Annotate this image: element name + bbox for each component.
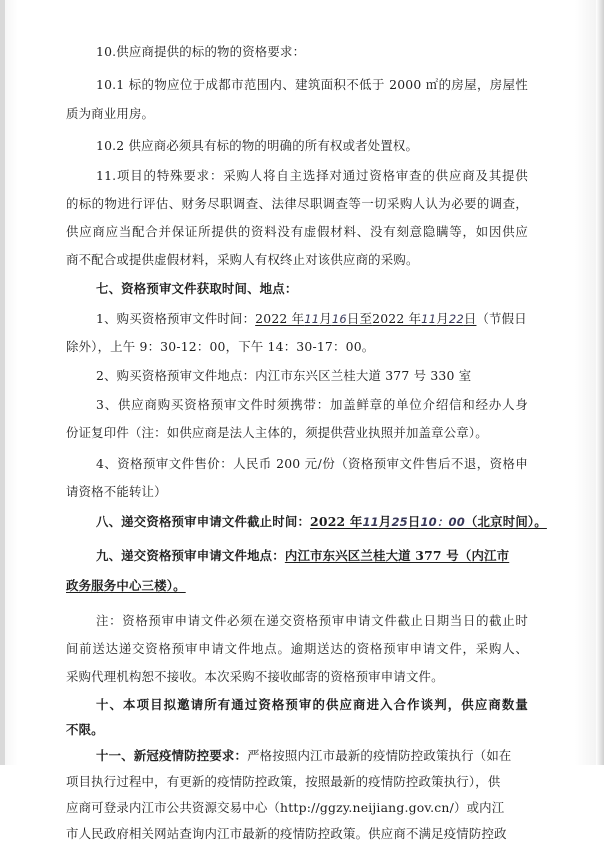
section-9-line1: [96, 548, 509, 564]
scan-left-edge: [0, 0, 5, 765]
deadline-date: 2022 年11月25日10：00（北京时间）。: [310, 514, 547, 529]
start-date: 2022 年11月16日至2022 年11月22日: [255, 311, 477, 326]
required-docs-line1: 3、供应商购买资格预审文件时须携带：加盖鲜章的单位介绍信和经办人身: [96, 397, 528, 412]
item-10-2: 10.2 供应商必须具有标的物的明确的所有权或者处置权。: [96, 138, 419, 153]
purchase-time-line: [96, 311, 527, 327]
handwritten-end-month: 11: [421, 312, 437, 326]
submission-address-part1: 内江市东兴区兰桂大道 377 号（内江市: [284, 548, 510, 563]
scan-right-edge: [596, 0, 604, 765]
section-11-line4: 市人民政府相关网站查询内江市最新的疫情防控政策。供应商不满足疫情防控政: [66, 826, 507, 841]
section-8-line: [96, 514, 547, 530]
handwritten-end-day: 22: [448, 312, 464, 326]
item-11-line3: 供应商应当配合并保证所提供的资料没有虚假材料、没有刻意隐瞒等，如因供应: [66, 224, 528, 239]
section-11-line1-rest: 严格按照内江市最新的疫情防控政策执行（如在: [247, 748, 512, 763]
handwritten-deadline-month: 11: [362, 515, 379, 529]
purchase-time-label: 1、购买资格预审文件时间：: [96, 311, 256, 326]
item-11-line4: 商不配合或提供虚假材料，采购人有权终止对该供应商的采购。: [66, 252, 419, 267]
handwritten-deadline-time: 10：00: [420, 515, 465, 529]
required-docs-line2: 份证复印件（注：如供应商是法人主体的，须提供营业执照并加盖章公章）。: [66, 425, 488, 440]
purchase-place: 2、购买资格预审文件地点：内江市东兴区兰桂大道 377 号 330 室: [96, 368, 472, 383]
section-11-line1: [96, 748, 512, 764]
note-line2: 间前送达递交资格预审申请文件地点。逾期送达的资格预审申请文件，采购人、: [66, 641, 528, 656]
section-8-heading: 八、递交资格预审申请文件截止时间：: [96, 514, 311, 529]
handwritten-deadline-day: 25: [391, 515, 408, 529]
note-line1: 注：资格预审申请文件必须在递交资格预审申请文件截止日期当日的截止时: [96, 613, 528, 628]
item-10-1-line2: 质为商业用房。: [66, 106, 155, 121]
submission-address-part2: 政务服务中心三楼）。: [66, 578, 186, 593]
section-11-line3: 应商可登录内江市公共资源交易中心（http://ggzy.neijiang.gov.cn/）或内江: [66, 800, 505, 815]
section-7-heading: 七、资格预审文件获取时间、地点：: [96, 281, 298, 296]
price-line2: 请资格不能转让）: [66, 484, 167, 499]
purchase-time-line2: 除外），上午 9：30-12：00，下午 14：30-17：00。: [66, 339, 375, 354]
note-line3: 采购代理机构恕不接收。本次采购不接收邮寄的资格预审申请文件。: [66, 669, 444, 684]
price-line1: 4、资格预审文件售价：人民币 200 元/份（资格预审文件售后不退，资格申: [96, 456, 528, 471]
handwritten-start-month: 11: [304, 312, 320, 326]
item-11-line1: 11.项目的特殊要求：采购人将自主选择对通过资格审查的供应商及其提供: [96, 168, 528, 183]
item-11-line2: 的标的物进行评估、财务尽职调查、法律尽职调查等一切采购人认为必要的调查，: [66, 196, 528, 211]
section-11-heading: 十一、新冠疫情防控要求：: [96, 748, 248, 763]
section-10-line1: 十、本项目拟邀请所有通过资格预审的供应商进入合作谈判，供应商数量: [96, 697, 528, 712]
section-10-line2: 不限。: [66, 722, 104, 737]
item-10-heading: 10.供应商提供的标的物的资格要求：: [96, 44, 306, 59]
item-10-1-line1: 10.1 标的物应位于成都市范围内、建筑面积不低于 2000 ㎡的房屋，房屋性: [96, 77, 528, 92]
section-11-line2: 项目执行过程中，有更新的疫情防控政策，按照最新的疫情防控政策执行），供: [66, 774, 501, 789]
holiday-note: （节假日: [476, 311, 527, 326]
section-9-heading: 九、递交资格预审申请文件地点：: [96, 548, 285, 563]
handwritten-start-day: 16: [331, 312, 347, 326]
